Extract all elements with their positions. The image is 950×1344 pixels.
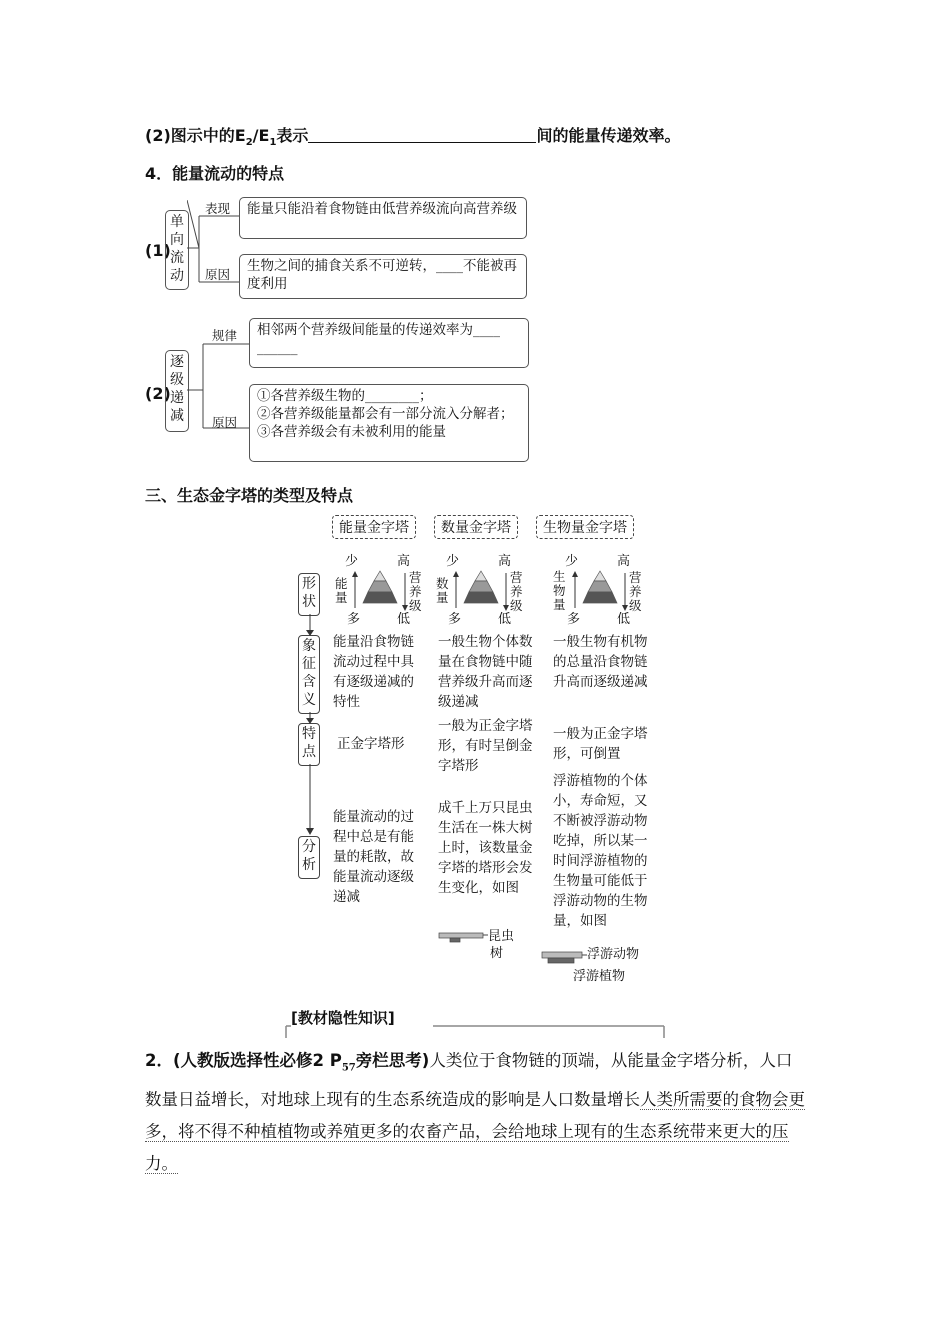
analysis-energy: 能量流动的过程中总是有能量的耗散，故能量流动逐级递减 [333,809,414,905]
meaning-biomass: 一般生物有机物的总量沿食物链升高而逐级递减 [553,634,648,690]
answer-blank[interactable]: ____ [436,258,463,274]
pyramid-icon [436,553,526,615]
feature-number: 一般为正金字塔形，有时呈倒金字塔形 [438,718,533,774]
fill-blank-line: (2)图示中的$E_2/E_1$表示 间的能量传递效率。 [145,126,681,149]
section-title: 4．能量流动的特点 [145,164,285,183]
energy-pyramid-shape: 少 高 能量 营养级 多 低 [335,553,425,631]
row-label-meaning: 象征含义 [298,635,320,714]
pyramid-icon [555,553,645,615]
part2-label-rule: 规律 [212,328,238,343]
flow-arrows [303,612,317,838]
analysis-number: 成千上万只昆虫生活在一株大树上时，该数量金字塔的塔形会发生变化，如图 [438,800,533,896]
header-energy-pyramid: 能量金字塔 [332,515,416,539]
answer-blank[interactable] [308,126,536,143]
plankton-figure: 浮游动物 浮游植物 [541,946,656,986]
insect-tree-figure: 昆虫 树 [438,928,528,962]
meaning-number: 一般生物个体数量在食物链中随营养级升高而逐级递减 [438,634,533,710]
row-label-shape: 形状 [298,573,320,616]
part2-label-reason: 原因 [212,415,238,430]
number-pyramid-shape: 少 高 数量 营养级 多 低 [436,553,526,631]
section-title: 三、生态金字塔的类型及特点 [145,486,354,505]
inverted-pyramid-icon [541,946,589,970]
inverted-pyramid-icon [438,928,490,948]
hidden-knowledge-title: [教材隐性知识] [291,1009,395,1027]
feature-biomass: 一般为正金字塔形，可倒置 [553,726,648,762]
part2-reason-box: ①各营养级生物的________； ②各营养级能量都会有一部分流入分解者； ③各营养级会有未被利用的能量 [249,384,529,462]
part2-rule-box: 相邻两个营养级间能量的传递效率为____ ______ [249,318,529,368]
part2-vertical-label: 逐级递减 [165,350,189,432]
part1-vertical-label: 单向流动 [165,210,189,290]
row-label-analysis: 分析 [298,836,320,879]
row-label-feature: 特点 [298,723,320,766]
part1-label-reason: 原因 [205,267,231,282]
analysis-biomass: 浮游植物的个体小，寿命短，又不断被浮游动物吃掉，所以某一时间浮游植物的生物量可能低于浮游动物的生物量，如图 [553,773,648,929]
part1-performance-box: 能量只能沿着食物链由低营养级流向高营养级 [239,197,527,239]
header-biomass-pyramid: 生物量金字塔 [536,515,634,539]
answer-blank[interactable]: ______ [257,340,298,356]
part2-number: (2) [145,384,171,403]
part1-reason-box: 生物之间的捕食关系不可逆转，____不能被再度利用 [239,254,527,299]
biomass-pyramid-shape: 少 高 生物量 营养级 多 低 [553,553,648,631]
meaning-energy: 能量沿食物链流动过程中具有逐级递减的特性 [333,634,414,710]
pyramid-icon [335,553,425,615]
part1-number: (1) [145,241,171,260]
header-number-pyramid: 数量金字塔 [434,515,518,539]
answer-text: 人类所需要的食物会更多，将不得不种植植物或养殖更多的农畜产品，会给地球上现有的生态系统带来更大的压力。 [145,1090,805,1174]
feature-energy: 正金字塔形 [337,736,405,752]
question-2: 2．(人教版选择性必修2 $P_{57}$旁栏思考)人类位于食物链的顶端，从能量金字塔分析，人口数量日益增长，对地球上现有的生态系统造成的影响是人口数量增长人类所需要的食物会更多，将不得不种植植物或养殖更多的农畜产品，会给地球上现有的生态系统带来更大的压力。 [145,1051,805,1174]
part1-label-performance: 表现 [205,201,231,216]
